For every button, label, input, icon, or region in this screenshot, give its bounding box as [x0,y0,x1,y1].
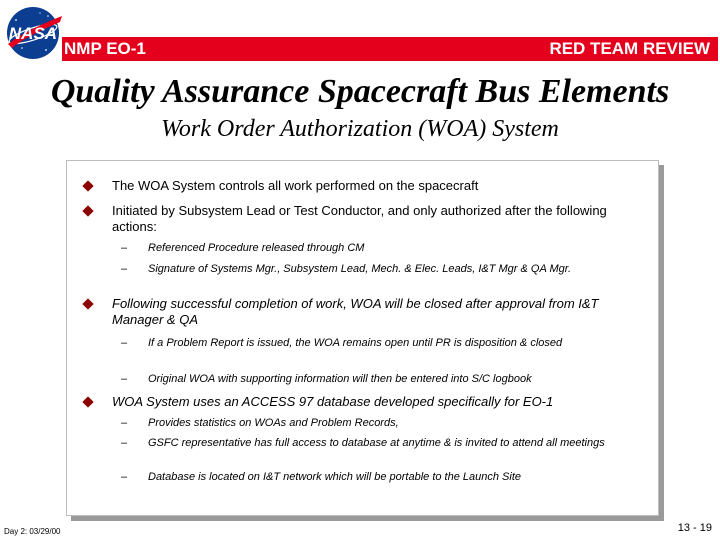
sub-bullet-text: If a Problem Report is issued, the WOA remains open until PR is disposition & closed [148,337,563,349]
nasa-logo [2,4,64,62]
page-number: 13 - 19 [677,522,712,534]
sub-bullet-text: Database is located on I&T network which will be portable to the Launch Site [148,471,521,483]
sub-bullet-dash: – [121,242,128,254]
bullet-text: Initiated by Subsystem Lead or Test Conductor, and only authorized after the following actions: [112,203,607,234]
header-right-title: RED TEAM REVIEW [549,39,710,58]
nasa-logo-text: NASA [8,24,58,43]
sub-bullet-dash: – [121,471,128,483]
sub-bullet-text: Referenced Procedure released through CM [148,242,365,254]
slide-title: Quality Assurance Spacecraft Bus Elements [50,73,670,110]
sub-bullet-dash: – [121,373,128,385]
sub-bullet-dash: – [121,263,128,275]
sub-bullet-text: Provides statistics on WOAs and Problem Records, [148,417,399,429]
footer-date: Day 2: 03/29/00 [4,527,61,536]
sub-bullet-text: Signature of Systems Mgr., Subsystem Lead, Mech. & Elec. Leads, I&T Mgr & QA Mgr. [148,263,572,275]
bullet-text: WOA System uses an ACCESS 97 database developed specifically for EO-1 [112,394,554,409]
sub-bullet-text: GSFC representative has full access to database at anytime & is invited to attend all meetings [148,437,605,449]
sub-bullet-dash: – [121,337,128,349]
slide-subtitle: Work Order Authorization (WOA) System [161,116,559,142]
bullet-text: The WOA System controls all work performed on the spacecraft [112,178,479,193]
sub-bullet-dash: – [121,417,128,429]
bullet-text: Following successful completion of work, WOA will be closed after approval from I&T Manager & QA [112,296,599,327]
sub-bullet-text: Original WOA with supporting information will then be entered into S/C logbook [148,373,532,385]
header-left-title: NMP EO-1 [64,39,146,58]
sub-bullet-dash: – [121,437,128,449]
